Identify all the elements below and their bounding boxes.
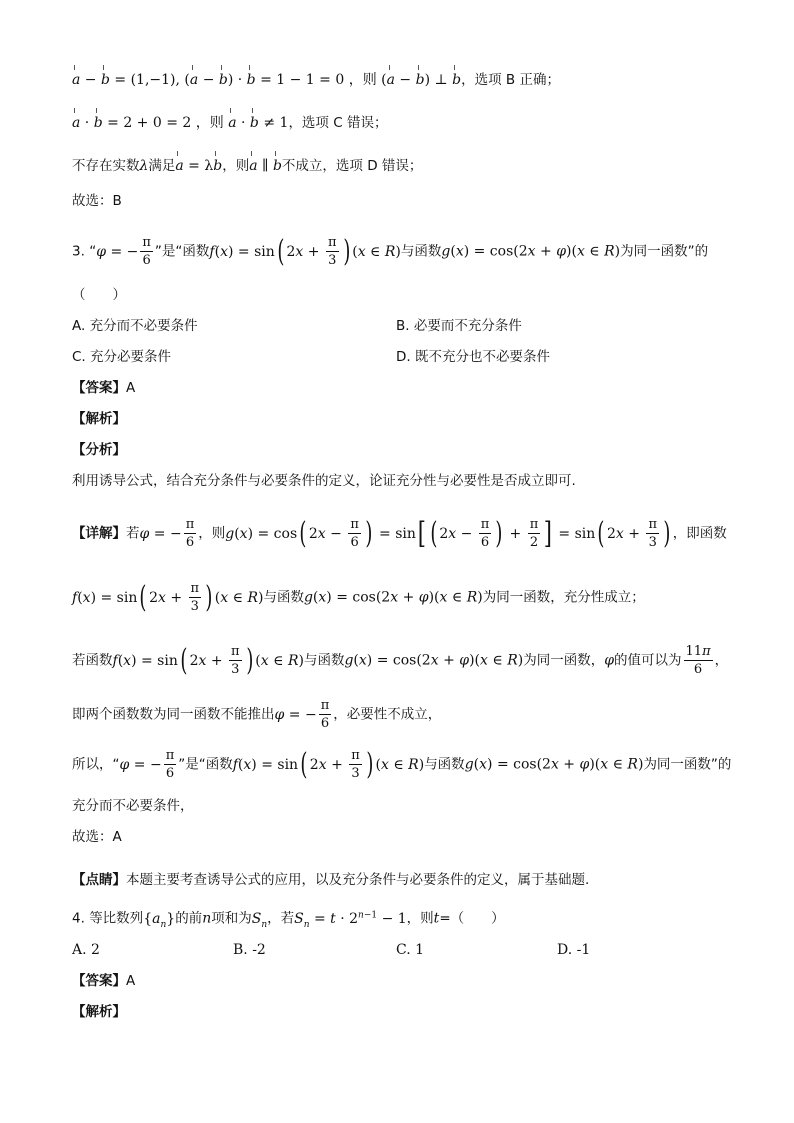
math-expression: $\frac{11\pi}{6}$ — [685, 644, 711, 677]
comment-label: 【点睛】 — [72, 872, 126, 888]
line-text: ，若 — [267, 910, 295, 927]
option-c: C. 充分必要条件 — [72, 349, 172, 365]
line-text: 的值可以为 — [614, 652, 682, 669]
line-text: ，选项 C 错误； — [288, 115, 388, 131]
math-expression: φ = − $\frac{\pi}{6}$ — [139, 517, 195, 550]
answer-line — [72, 378, 135, 398]
math-expression: φ = − $\frac{\pi}{6}$ — [274, 698, 330, 731]
math-expression: g(x) = cos(2x + φ)(x ∈ R) — [441, 243, 621, 260]
analysis-label: 【解析】 — [72, 1004, 126, 1020]
math-phi: φ — [604, 652, 615, 669]
math-expression: a · b = 2 + 0 = 2 ，则 a · b ≠ 1 — [72, 115, 289, 131]
fenxi-label: 【分析】 — [72, 442, 126, 458]
line-text: 与函数 — [424, 756, 465, 773]
line-text: ，必要性不成立， — [333, 706, 442, 723]
comment-line — [72, 870, 589, 890]
option-c: C. 1 — [396, 942, 425, 958]
line-text: 不成立，选项 D 错误； — [281, 158, 423, 174]
math-expression: a = λb — [175, 158, 223, 174]
option-d: D. 既不充分也不必要条件 — [396, 349, 550, 365]
solution-line-d — [72, 156, 422, 176]
line-text: ， — [714, 652, 729, 669]
line-text: 为同一函数， — [523, 652, 605, 669]
math-expression: g(x) = cos( 2x − $\frac{\pi}{6}$ ) = sin[ ( 2x − $\frac{\pi}{6}$ ) + $\frac{\pi}{2}$ ] = sin( 2x + $\frac{\pi}{3}$ ) — [225, 515, 671, 551]
math-expression: f(x) = sin( 2x + $\frac{\pi}{3}$ ) (x ∈ R) — [112, 642, 304, 678]
line-text: ”是“函数 — [154, 243, 210, 260]
line-text: 的前 — [175, 910, 203, 927]
option-a: A. 2 — [72, 942, 100, 958]
math-n: n — [202, 910, 212, 927]
choice-line: 故选：B — [72, 193, 122, 209]
fenxi-text: 利用诱导公式，结合充分条件与必要条件的定义，论证充分性与必要性是否成立即可. — [72, 473, 576, 489]
math-expression: $S_n$ — [251, 910, 268, 930]
line-text: 与函数 — [400, 243, 442, 260]
answer-value: A — [126, 973, 136, 989]
answer-paren: （ ） — [72, 287, 126, 303]
math-t: t — [433, 910, 440, 927]
option-a: A. 充分而不必要条件 — [72, 318, 198, 334]
solution-line-b — [72, 70, 560, 90]
line-text: 所以，“ — [72, 756, 120, 773]
math-expression: g(x) = cos(2x + φ)(x ∈ R) — [303, 589, 483, 606]
line-text: ，则 — [222, 158, 250, 174]
math-expression: a − b = (1,−1), (a − b) · b = 1 − 1 = 0 ，则 (a − b) ⊥ b — [72, 72, 462, 88]
math-expression: $\{a_n\}$ — [143, 910, 176, 930]
line-text: 为同一函数”的 — [643, 756, 732, 773]
math-expression: f(x) = sin( 2x + $\frac{\pi}{3}$ ) (x ∈ R) — [209, 233, 401, 269]
detail-line-7: 故选：A — [72, 829, 122, 845]
answer-label: 【答案】 — [72, 380, 126, 396]
math-expression: $S_n = t \cdot 2^{n-1} - 1$ — [294, 910, 407, 930]
math-expression: φ = − $\frac{\pi}{6}$ — [96, 235, 151, 268]
answer-line — [72, 971, 135, 991]
line-text: 若函数 — [72, 652, 113, 669]
detail-line-4 — [72, 697, 441, 732]
line-text: ，即函数 — [672, 525, 727, 542]
line-text: ，选项 B 正确； — [461, 72, 560, 88]
question-3-stem — [72, 234, 708, 269]
question-number: 4. — [72, 910, 85, 927]
analysis-label: 【解析】 — [72, 411, 126, 427]
detail-line-1 — [72, 516, 727, 551]
line-text: =（ ） — [439, 910, 505, 927]
detail-line-3 — [72, 643, 728, 678]
quote-mark: “ — [89, 243, 97, 260]
line-text: ，则 — [406, 910, 434, 927]
math-expression: f(x) = sin( 2x + $\frac{\pi}{3}$ ) (x ∈ R) — [232, 746, 425, 782]
line-text: 为同一函数，充分性成立； — [482, 589, 645, 606]
question-4-stem — [72, 905, 505, 934]
option-b: B. -2 — [233, 942, 266, 958]
line-text: 等比数列 — [89, 910, 144, 927]
line-text: 若 — [126, 525, 140, 542]
math-expression: a ∥ b — [249, 158, 282, 174]
line-text: 与函数 — [263, 589, 304, 606]
line-text: ”是“函数 — [178, 756, 233, 773]
line-text: 与函数 — [303, 652, 345, 669]
detail-line-5 — [72, 747, 731, 782]
question-number: 3. — [72, 243, 85, 260]
option-b: B. 必要而不充分条件 — [396, 318, 522, 334]
math-expression: f(x) = sin( 2x + $\frac{\pi}{3}$ ) (x ∈ R) — [72, 579, 264, 615]
detail-line-6: 充分而不必要条件， — [72, 798, 194, 814]
math-expression: φ = − $\frac{\pi}{6}$ — [119, 748, 175, 781]
line-text: 项和为 — [211, 910, 252, 927]
comment-text: 本题主要考查诱导公式的应用，以及充分条件与必要条件的定义，属于基础题. — [126, 872, 590, 888]
answer-label: 【答案】 — [72, 973, 126, 989]
answer-value: A — [126, 380, 136, 396]
line-text: ，则 — [198, 525, 226, 542]
option-d: D. -1 — [557, 942, 591, 958]
line-text: 满足 — [148, 158, 176, 174]
math-lambda: λ — [139, 158, 149, 174]
detail-line-2 — [72, 580, 645, 615]
math-expression: g(x) = cos(2x + φ)(x ∈ R) — [344, 652, 524, 669]
math-expression: g(x) = cos(2x + φ)(x ∈ R) — [464, 756, 644, 773]
line-text: 为同一函数”的 — [620, 243, 709, 260]
solution-line-c — [72, 113, 387, 133]
line-text: 不存在实数 — [72, 158, 140, 174]
detail-label: 【详解】 — [72, 525, 126, 542]
line-text: 即两个函数数为同一函数不能推出 — [72, 706, 275, 723]
